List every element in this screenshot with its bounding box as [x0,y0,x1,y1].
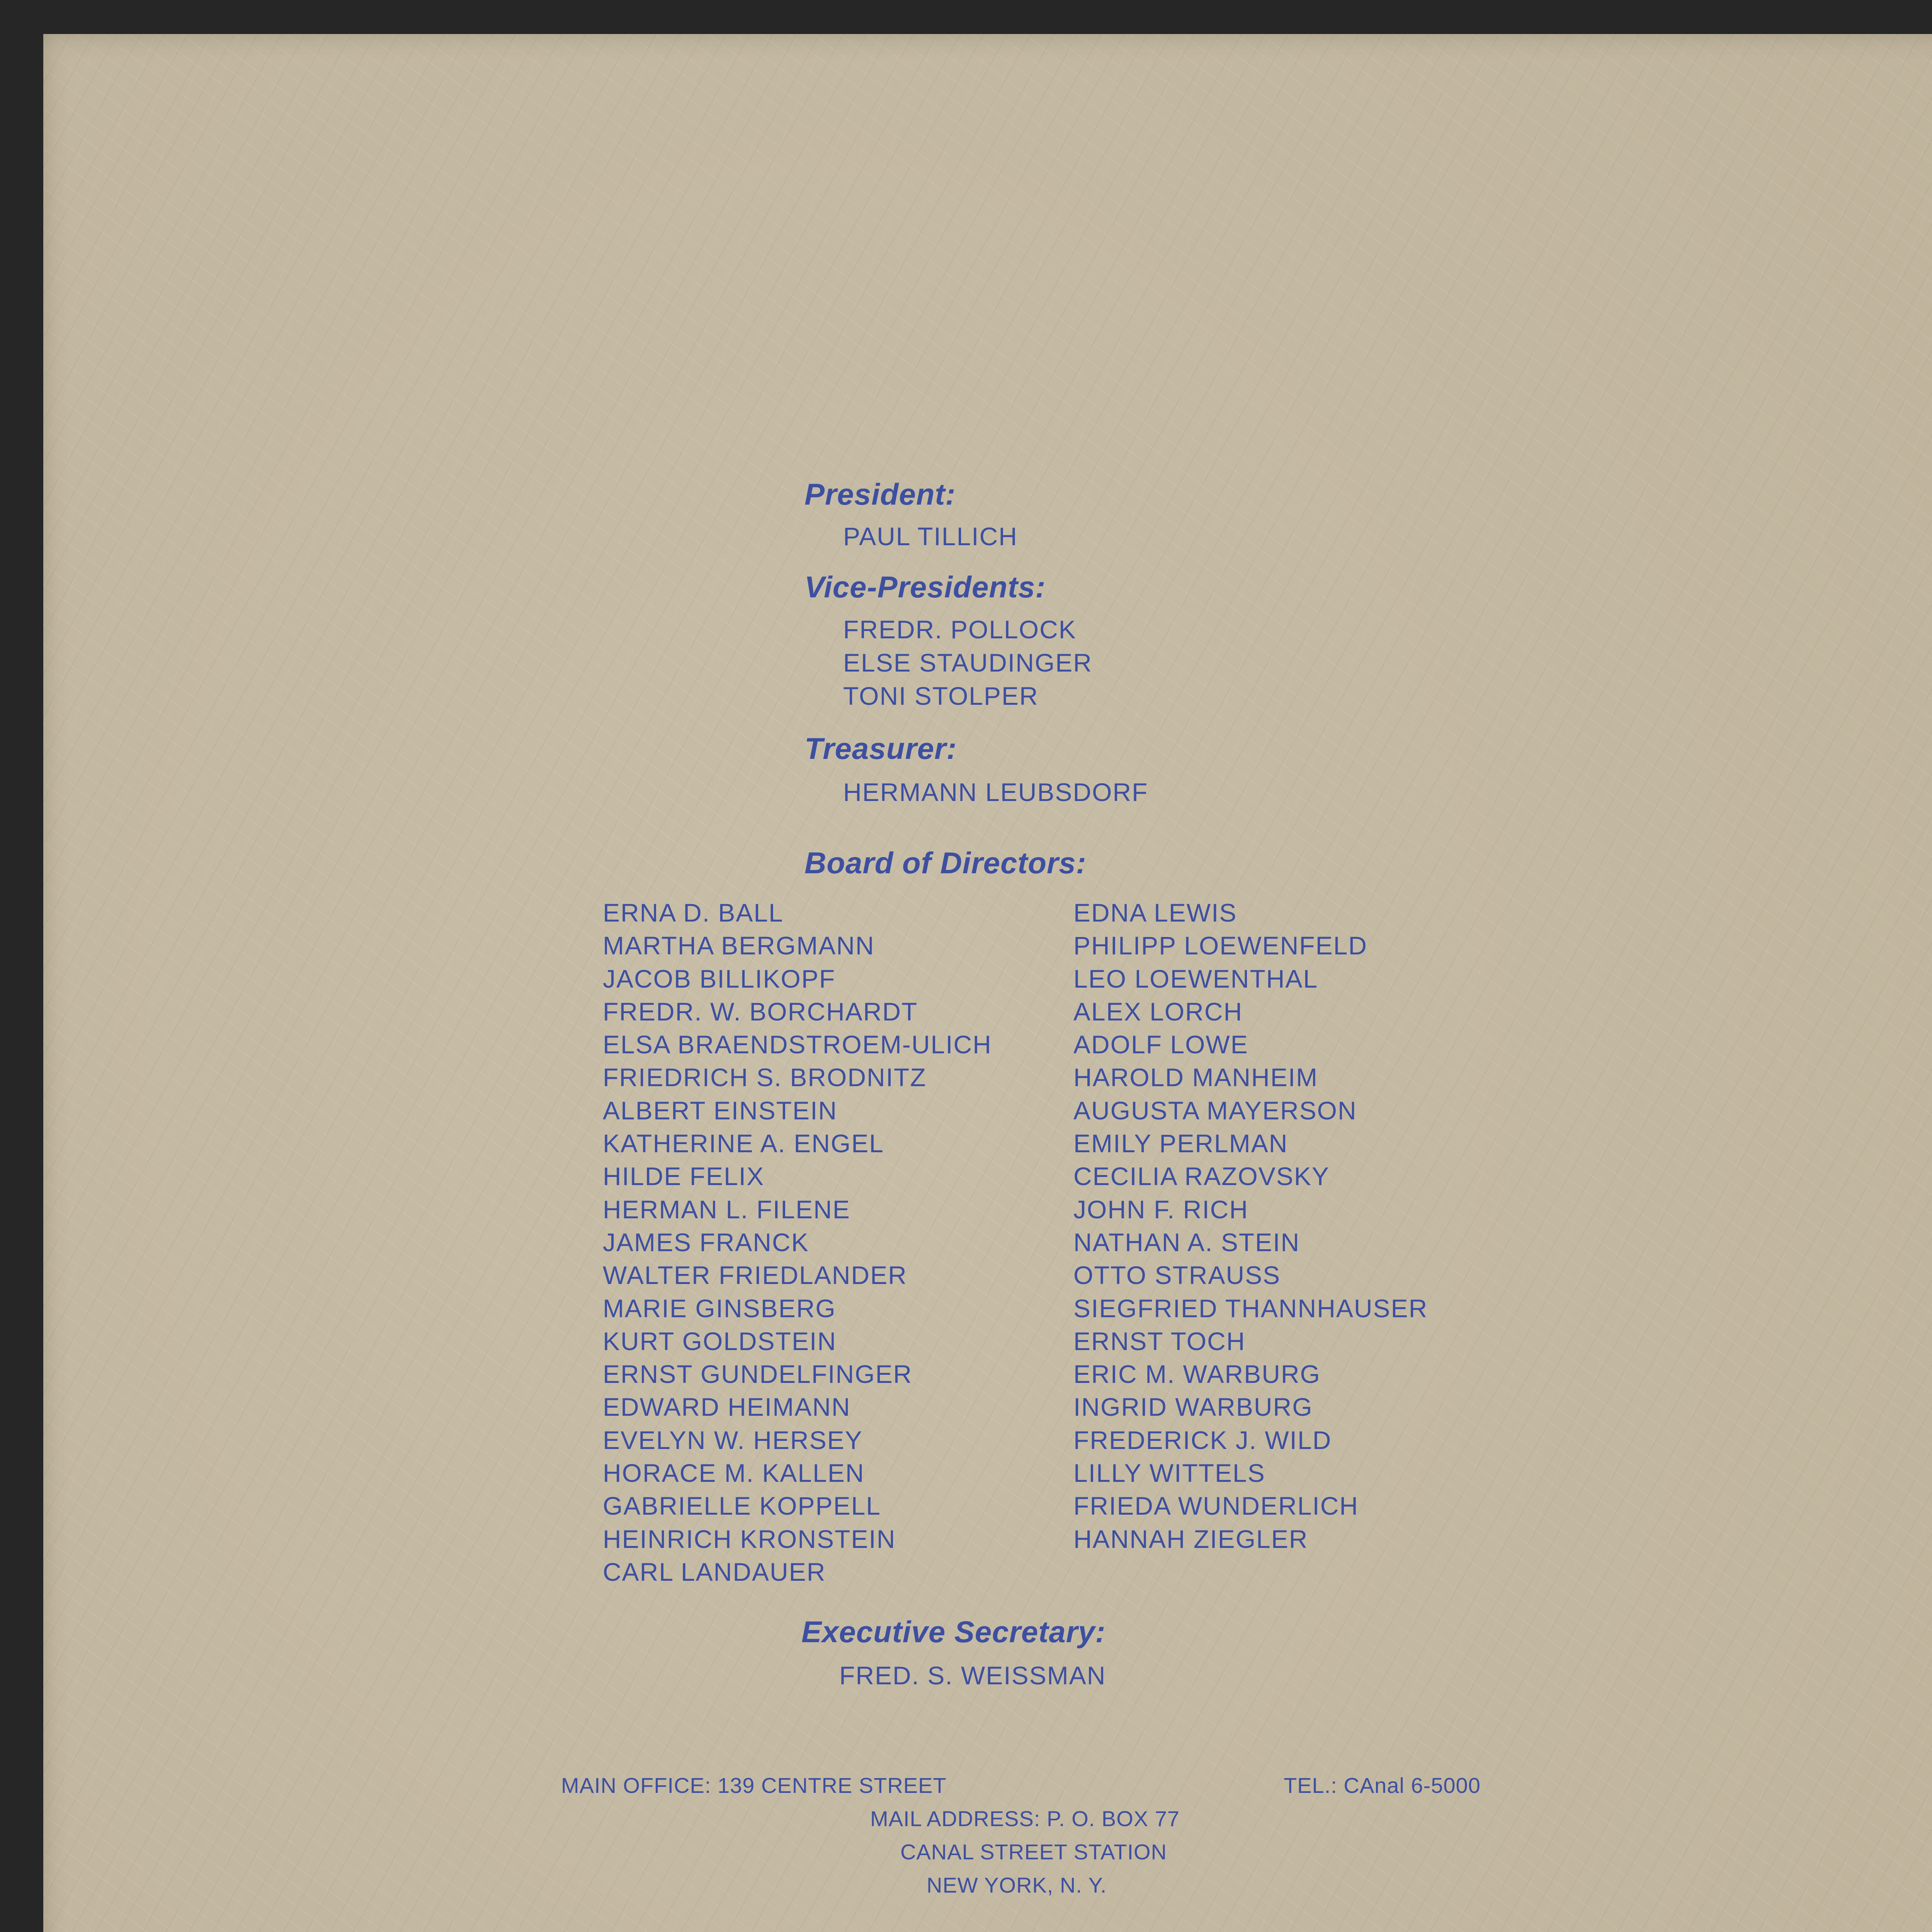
board-member: ERIC M. WARBURG [1073,1360,1321,1389]
board-member: CARL LANDAUER [603,1557,826,1586]
board-member: PHILIPP LOEWENFELD [1073,931,1368,960]
board-member: LILLY WITTELS [1073,1459,1265,1488]
executive-secretary-name: FRED. S. WEISSMAN [839,1661,1106,1690]
board-member: FREDERICK J. WILD [1073,1425,1332,1454]
board-member: KURT GOLDSTEIN [603,1327,837,1355]
vice-president-name: FREDR. POLLOCK [843,615,1077,644]
president-heading: President: [804,477,956,511]
board-member: EDNA LEWIS [1073,898,1237,927]
board-member: ADOLF LOWE [1073,1030,1248,1059]
board-member: ELSA BRAENDSTROEM-ULICH [603,1030,992,1059]
board-member: EDWARD HEIMANN [603,1393,851,1422]
board-member: HERMAN L. FILENE [603,1195,850,1224]
city-line: NEW YORK, N. Y. [927,1873,1107,1897]
board-member: HEINRICH KRONSTEIN [603,1524,896,1553]
vice-president-name: ELSE STAUDINGER [843,648,1092,677]
board-member: INGRID WARBURG [1073,1393,1313,1422]
board-member: HILDE FELIX [603,1162,765,1191]
treasurer-heading: Treasurer: [804,731,957,765]
telephone-number: TEL.: CAnal 6-5000 [1284,1773,1481,1798]
board-right-column [1073,896,1428,1556]
board-member: MARTHA BERGMANN [603,931,875,960]
board-member: FRIEDRICH S. BRODNITZ [603,1063,927,1092]
board-member: ERNA D. BALL [603,898,784,927]
board-member: MARIE GINSBERG [603,1294,836,1323]
board-member: AUGUSTA MAYERSON [1073,1096,1357,1125]
board-heading: Board of Directors: [804,846,1087,880]
board-member: JOHN F. RICH [1073,1195,1248,1224]
letterhead-cover-page [43,34,1932,1932]
mail-address: MAIL ADDRESS: P. O. BOX 77 [870,1806,1180,1831]
board-member: SIEGFRIED THANNHAUSER [1073,1294,1428,1323]
main-office-address: MAIN OFFICE: 139 CENTRE STREET [561,1773,947,1798]
board-member: LEO LOEWENTHAL [1073,964,1318,993]
board-member: NATHAN A. STEIN [1073,1228,1300,1257]
board-member: HORACE M. KALLEN [603,1459,865,1488]
board-member: HAROLD MANHEIM [1073,1063,1318,1092]
board-member: ALEX LORCH [1073,997,1243,1026]
executive-secretary-heading: Executive Secretary: [801,1615,1106,1649]
board-member: ALBERT EINSTEIN [603,1096,838,1125]
board-member: OTTO STRAUSS [1073,1261,1281,1290]
station-name: CANAL STREET STATION [900,1840,1167,1864]
board-member: FRIEDA WUNDERLICH [1073,1492,1359,1520]
board-member: GABRIELLE KOPPELL [603,1492,881,1520]
president-name: PAUL TILLICH [843,522,1018,551]
board-member: CECILIA RAZOVSKY [1073,1162,1330,1191]
board-member: JACOB BILLIKOPF [603,964,836,993]
board-member: ERNST TOCH [1073,1327,1246,1355]
board-member: ERNST GUNDELFINGER [603,1360,913,1389]
board-member: EMILY PERLMAN [1073,1129,1288,1158]
vice-president-name: TONI STOLPER [843,682,1039,710]
board-member: WALTER FRIEDLANDER [603,1261,907,1290]
board-member: EVELYN W. HERSEY [603,1425,863,1454]
board-left-column [603,896,992,1588]
board-member: HANNAH ZIEGLER [1073,1524,1308,1553]
board-member: JAMES FRANCK [603,1228,809,1257]
vice-presidents-heading: Vice-Presidents: [804,570,1046,604]
treasurer-name: HERMANN LEUBSDORF [843,778,1148,806]
board-member: KATHERINE A. ENGEL [603,1129,884,1158]
board-member: FREDR. W. BORCHARDT [603,997,918,1026]
